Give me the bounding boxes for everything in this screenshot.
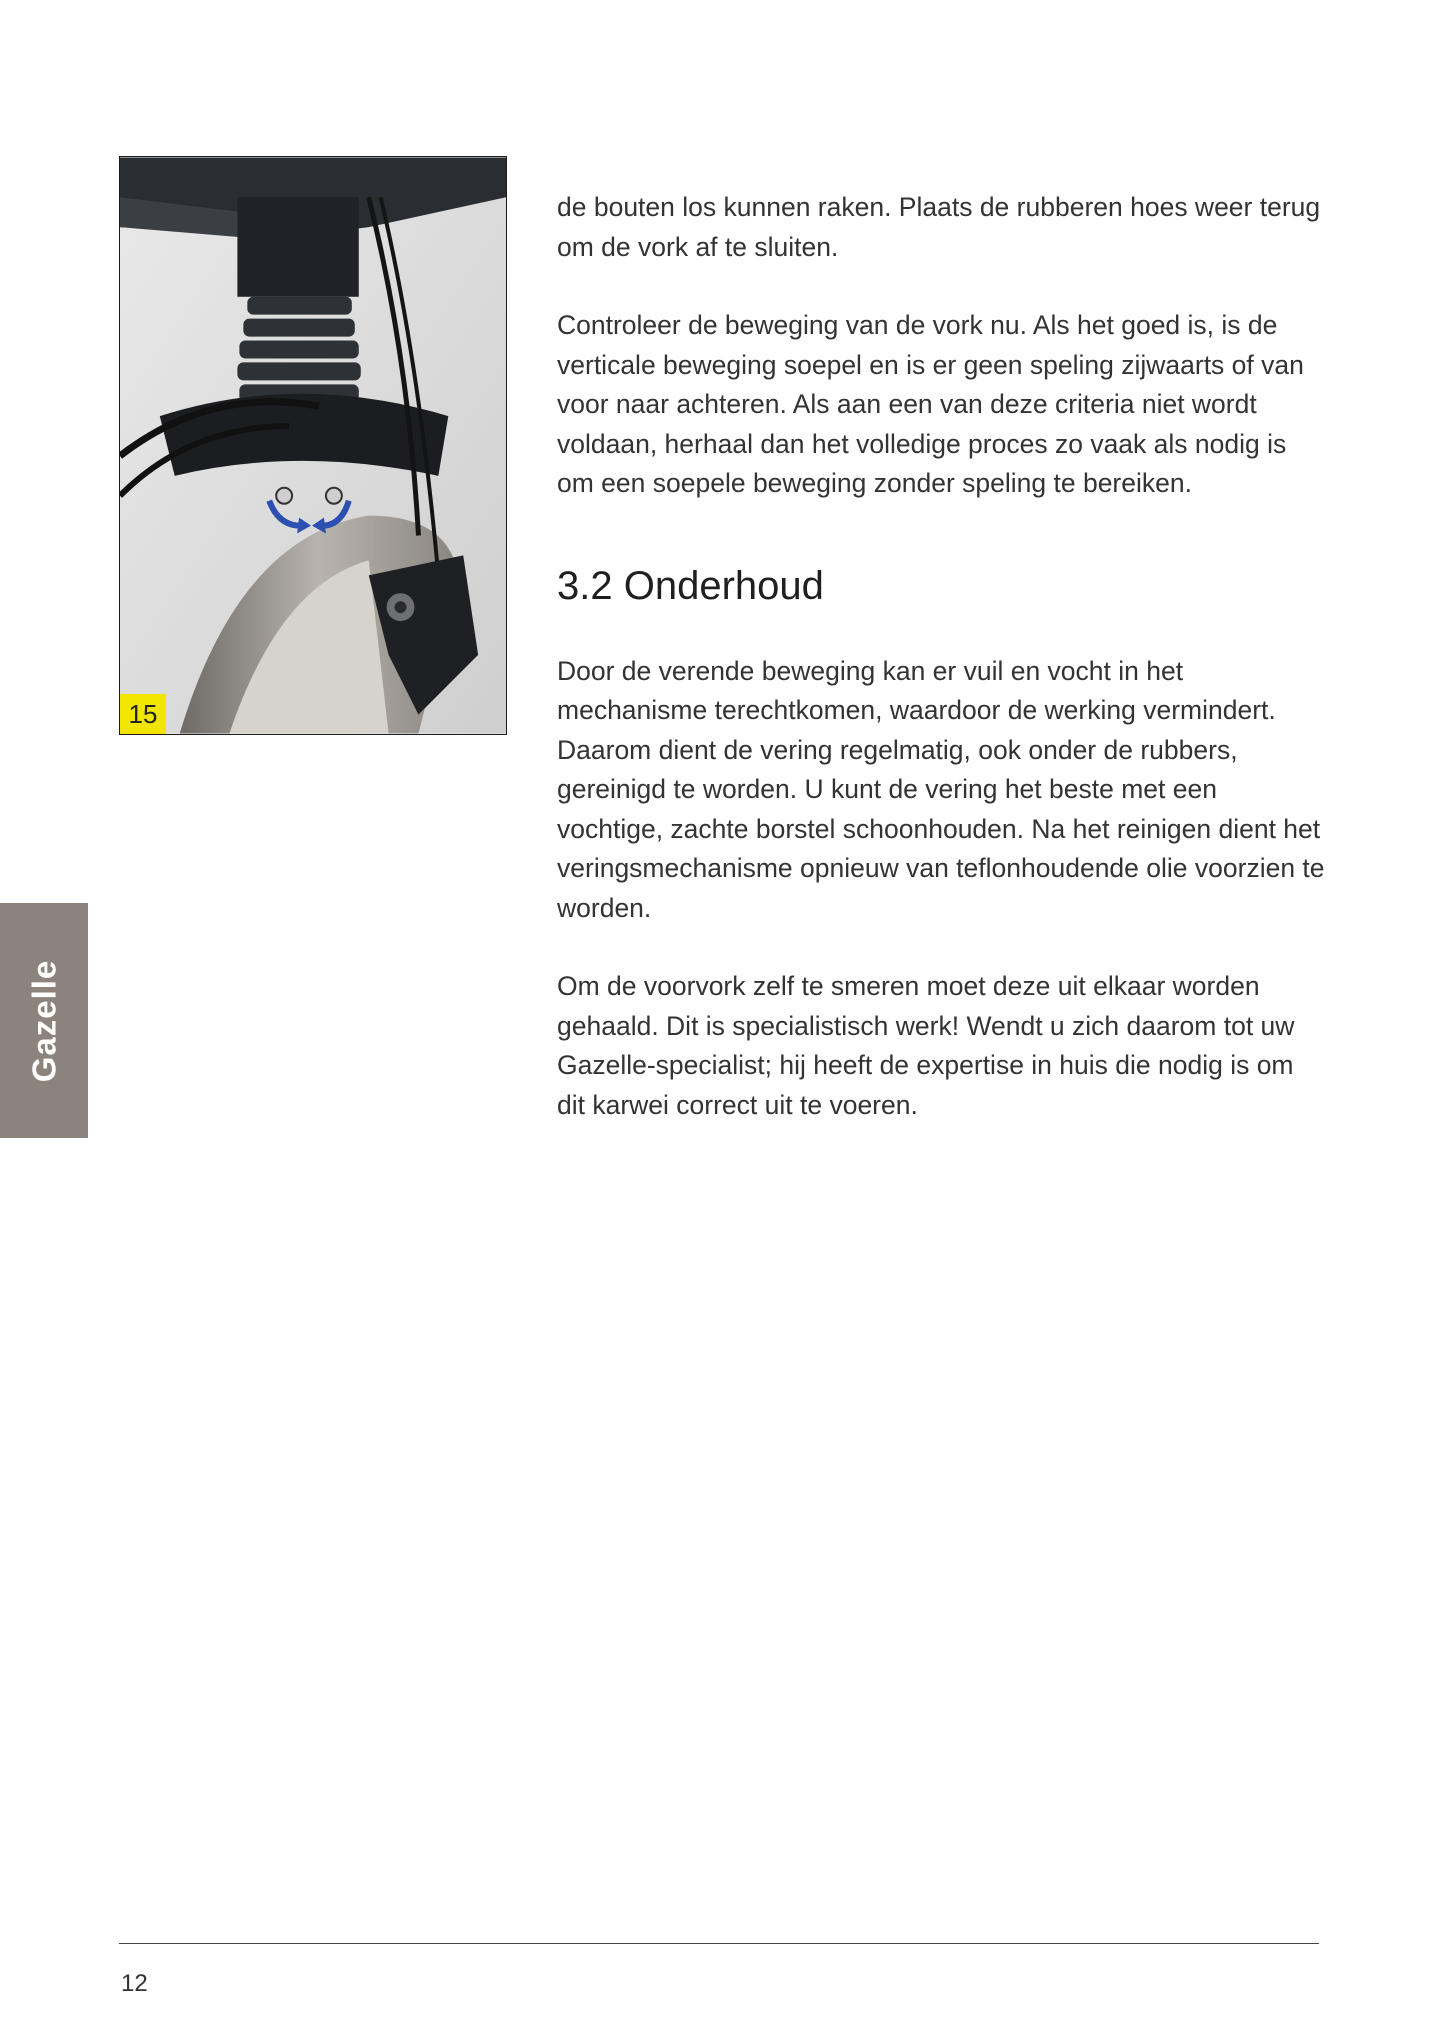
paragraph-lubrication: Om de voorvork zelf te smeren moet deze uit elkaar worden gehaald. Dit is specialistisch werk! Wendt u zich daarom tot uw Gazelle-specialist; hij heeft de expertise in huis die nodig is om dit karwei correct uit te voeren.: [557, 971, 1295, 1120]
brand-side-tab-label: Gazelle: [25, 959, 63, 1082]
paragraph-check-fork: Controleer de beweging van de vork nu. Als het goed is, is de verticale beweging soepel en is er geen speling zijwaarts of van voor naar achteren. Als aan een van deze criteria niet wordt voldaan, herhaal dan het volledige proces zo vaak als nodig is om een soepele beweging zonder speling te bereiken.: [557, 310, 1304, 498]
fork-photo-illustration: [120, 157, 506, 734]
paragraph-bolts: de bouten los kunnen raken. Plaats de rubberen hoes weer terug om de vork af te sluiten.: [557, 192, 1321, 262]
brand-side-tab: [0, 903, 88, 1138]
section-heading: 3.2 Onderhoud: [557, 563, 824, 608]
footer-divider: [119, 1943, 1319, 1944]
page-number: 12: [121, 1970, 148, 1997]
figure-15-photo: [119, 156, 507, 735]
figure-number-badge: 15: [120, 694, 166, 734]
main-text-column: [557, 188, 1327, 1164]
paragraph-maintenance: Door de verende beweging kan er vuil en vocht in het mechanisme terechtkomen, waardoor de werking vermindert. Daarom dient de vering regelmatig, ook onder de rubbers, gereinigd te worden. U kunt de vering het beste met een vochtige, zachte borstel schoonhouden. Na het reinigen dient het veringsmechanisme opnieuw van teflonhoudende olie voorzien te worden.: [557, 655, 1325, 923]
